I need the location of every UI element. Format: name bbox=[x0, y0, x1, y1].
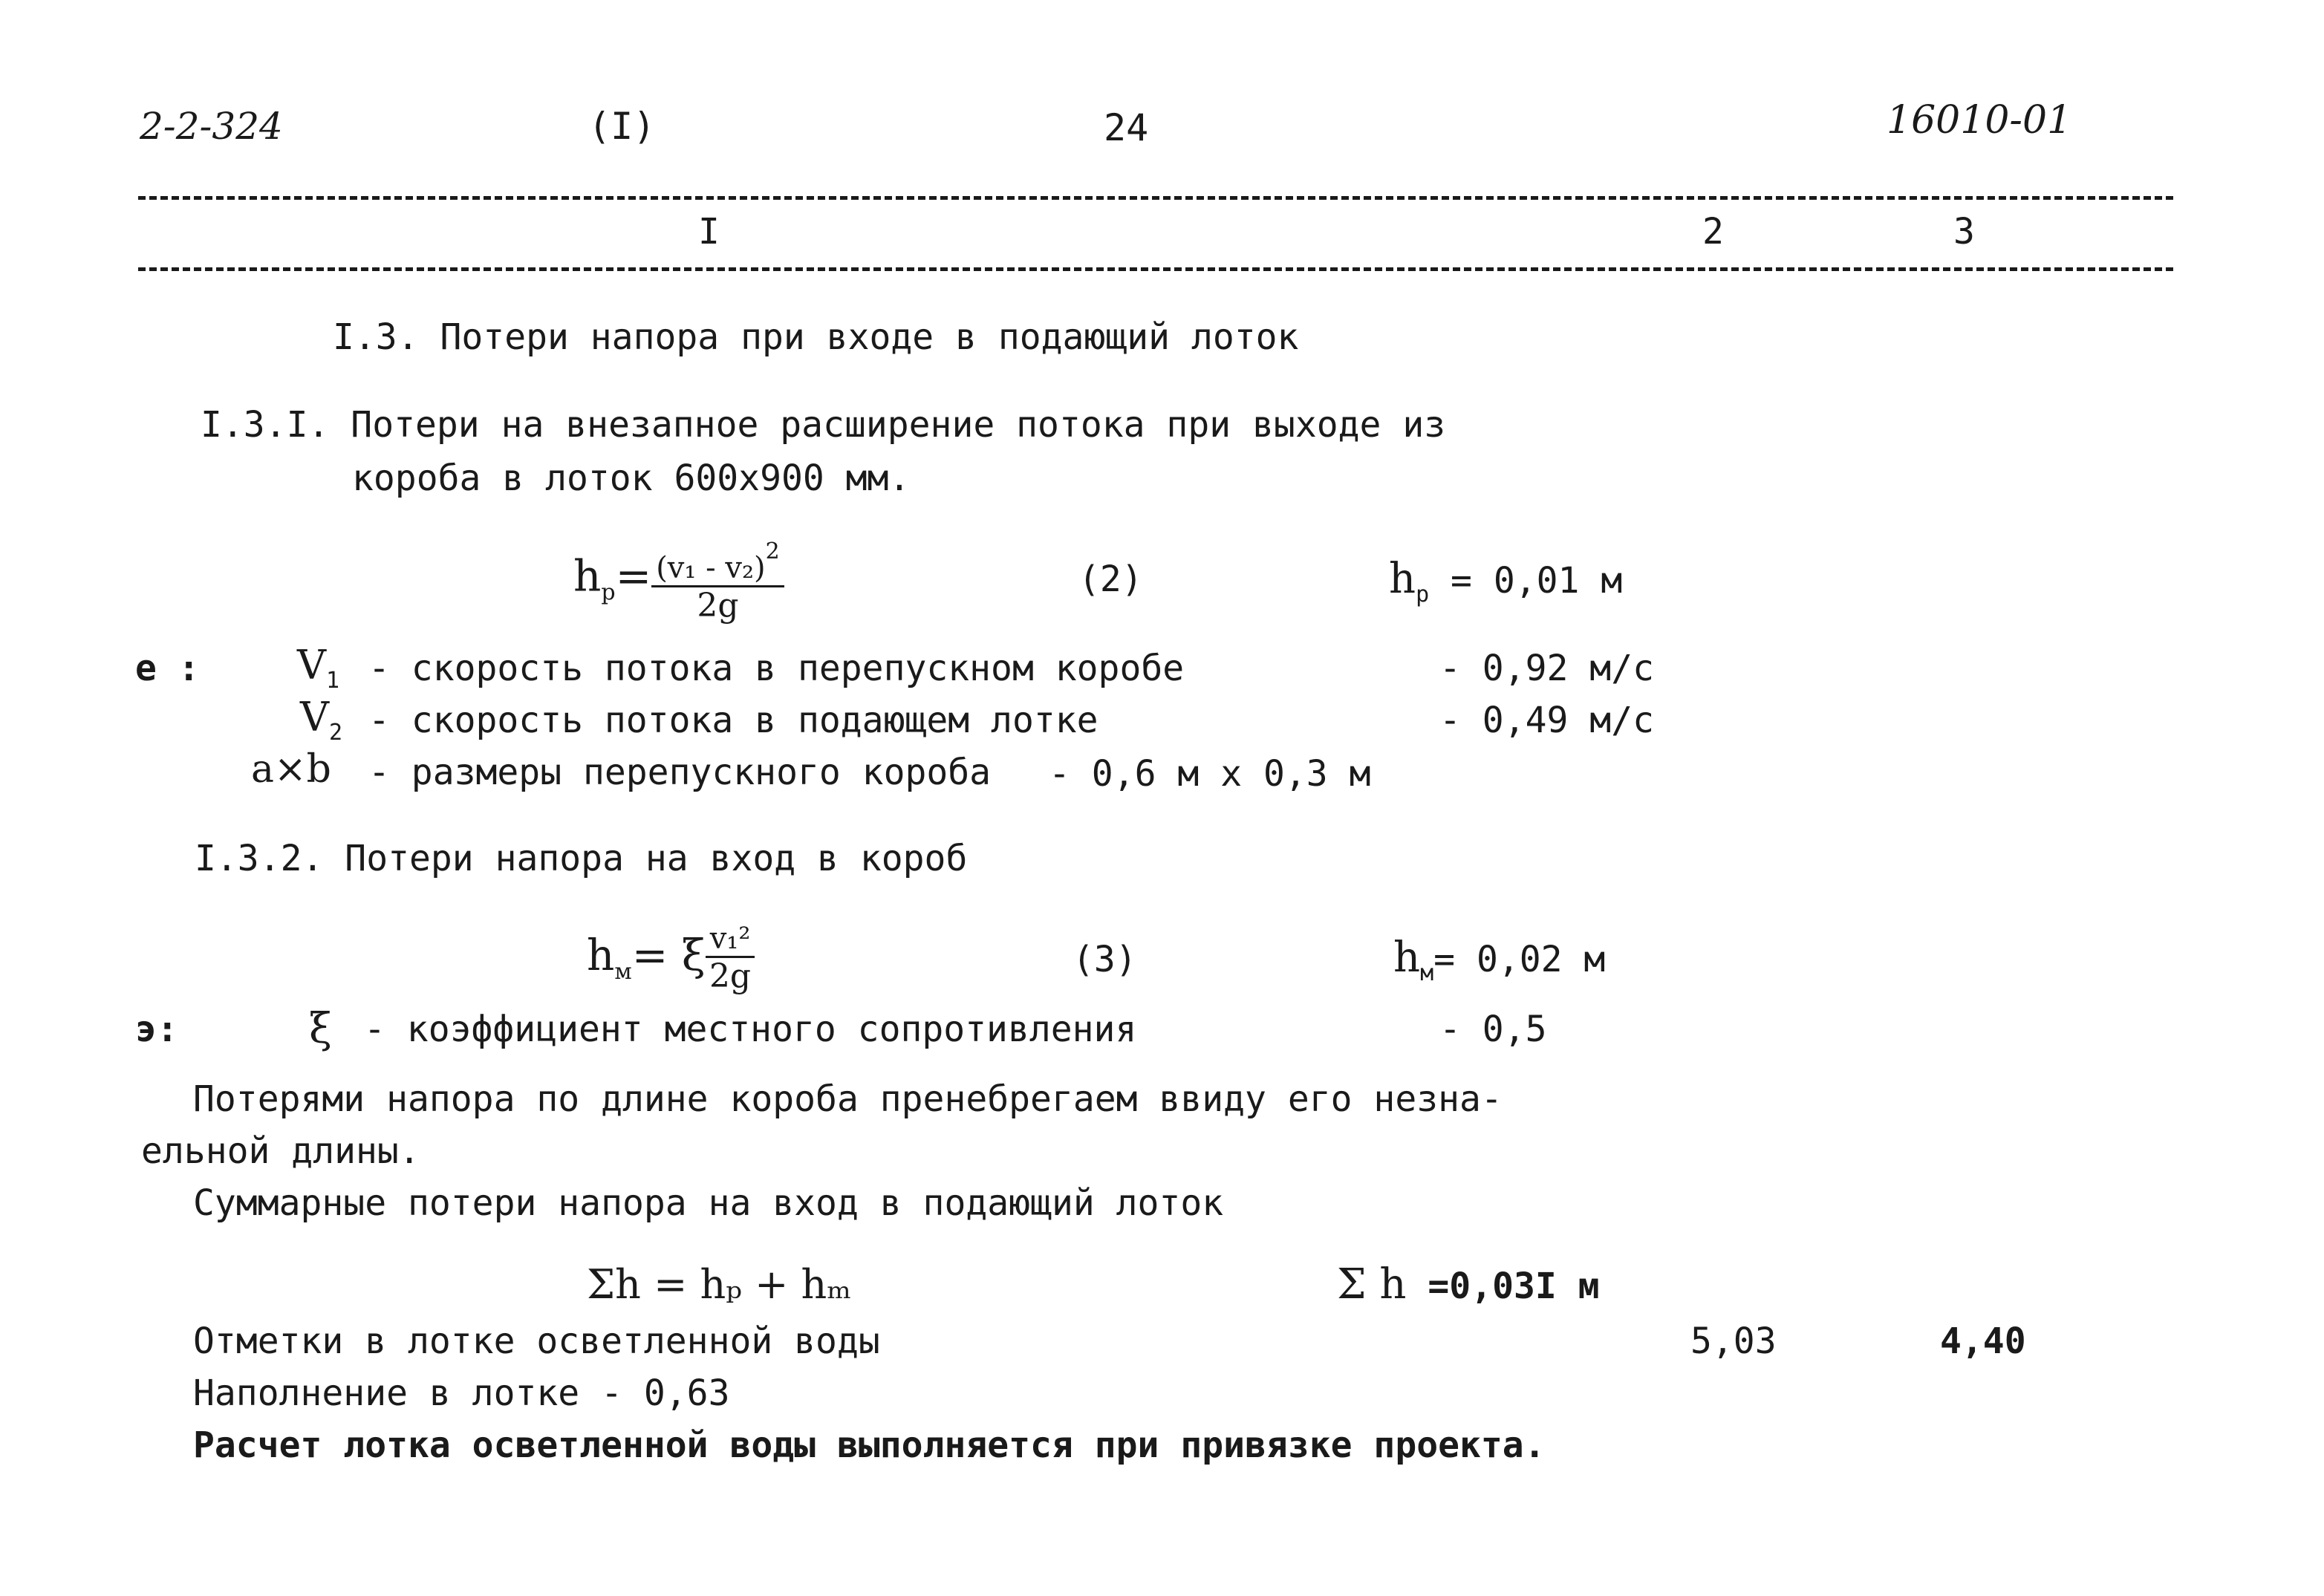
formula-hp-denominator: 2g bbox=[697, 587, 739, 625]
v1-symbol: $V_1$ bbox=[297, 642, 340, 694]
header-divider-top bbox=[138, 196, 2173, 200]
section-title-1-3-2: I.3.2. Потери напора на вход в короб bbox=[195, 838, 968, 879]
marks-label: Отметки в лотке осветленной воды bbox=[193, 1320, 880, 1362]
v2-symbol: $V_2$ bbox=[300, 694, 343, 746]
neglect-note-line1: Потерями напора по длине короба пренебрегаем ввиду его незна- bbox=[193, 1078, 1503, 1120]
filling-note: Наполнение в лотке - 0,63 bbox=[193, 1372, 730, 1414]
formula-hp-numerator: (v₁ - v₂)$^2$ bbox=[651, 535, 784, 587]
formula-hm-sub: м bbox=[614, 959, 632, 985]
header-divider-bottom bbox=[138, 267, 2173, 271]
formula-hm-h: h bbox=[587, 930, 615, 980]
ab-description: - размеры перепускного короба bbox=[368, 752, 992, 793]
formula-number-2: (2) bbox=[1078, 558, 1143, 600]
section-title-1-3-1-line1: I.3.I. Потери на внезапное расширение потока при выходе из bbox=[201, 404, 1446, 446]
section-title-1-3-1-line2: короба в лоток 600x900 мм. bbox=[352, 457, 911, 499]
result-hm bbox=[1393, 936, 1605, 996]
formula-hm bbox=[587, 918, 755, 1009]
inventory-number: 16010-01 bbox=[1887, 98, 2072, 143]
v1-value: - 0,92 м/с bbox=[1439, 648, 1654, 689]
xi-description: - коэффициент местного сопротивления bbox=[364, 1009, 1137, 1050]
result-hp-value: = 0,01 м bbox=[1451, 560, 1623, 602]
formula-hp-fraction bbox=[651, 535, 784, 625]
v2-value: - 0,49 м/с bbox=[1439, 700, 1654, 741]
formula-number-3: (3) bbox=[1073, 939, 1137, 980]
column-header-1: I bbox=[698, 211, 720, 253]
marks-col2-value: 5,03 bbox=[1690, 1320, 1777, 1362]
sum-symbol: Σ h bbox=[1337, 1260, 1407, 1309]
marks-col3-value: 4,40 bbox=[1940, 1320, 2026, 1362]
formula-hp bbox=[573, 535, 784, 631]
page-number: 24 bbox=[1104, 106, 1149, 149]
result-hp-h: h bbox=[1389, 555, 1416, 603]
column-header-3: 3 bbox=[1953, 211, 1975, 253]
sum-value: =0,03I м bbox=[1428, 1266, 1600, 1307]
result-hm-value: = 0,02 м bbox=[1433, 939, 1606, 980]
formula-hm-eq: = ξ bbox=[631, 930, 706, 980]
result-hp bbox=[1389, 557, 1622, 617]
v1-description: - скорость потока в перепускном коробе bbox=[368, 648, 1185, 689]
formula-hp-sub: p bbox=[601, 579, 616, 606]
sum-result bbox=[1337, 1260, 1600, 1309]
section-title-1-3: I.3. Потери напора при входе в подающий лоток bbox=[333, 316, 1299, 358]
neglect-note-line2: ельной длины. bbox=[141, 1130, 420, 1172]
column-header-2: 2 bbox=[1702, 211, 1724, 253]
xi-symbol: ξ bbox=[309, 1005, 332, 1053]
part-number: (I) bbox=[588, 105, 656, 148]
xi-value: - 0,5 bbox=[1439, 1009, 1547, 1050]
formula-hm-numerator: v₁² bbox=[706, 922, 755, 958]
sum-formula: Σh = hₚ + hₘ bbox=[587, 1261, 852, 1308]
result-hp-sub: p bbox=[1416, 582, 1430, 608]
result-hm-h: h bbox=[1393, 934, 1421, 982]
formula-hp-h: h bbox=[573, 550, 602, 602]
formula-hm-denominator: 2g bbox=[709, 957, 752, 996]
formula-hm-fraction bbox=[706, 922, 755, 995]
doc-code: 2-2-324 bbox=[140, 105, 283, 148]
total-losses-title: Суммарные потери напора на вход в подающий лоток bbox=[193, 1182, 1224, 1224]
where-label-1: е : bbox=[135, 648, 200, 689]
v2-description: - скорость потока в подающем лотке bbox=[368, 700, 1098, 741]
where-label-2: э: bbox=[135, 1009, 178, 1050]
ab-symbol: a×b bbox=[251, 747, 331, 792]
result-hm-sub: м bbox=[1420, 960, 1434, 986]
ab-value: - 0,6 м x 0,3 м bbox=[1049, 753, 1371, 795]
formula-hp-eq: = bbox=[615, 550, 652, 602]
final-note: Расчет лотка осветленной воды выполняется при привязке проекта. bbox=[193, 1424, 1546, 1466]
